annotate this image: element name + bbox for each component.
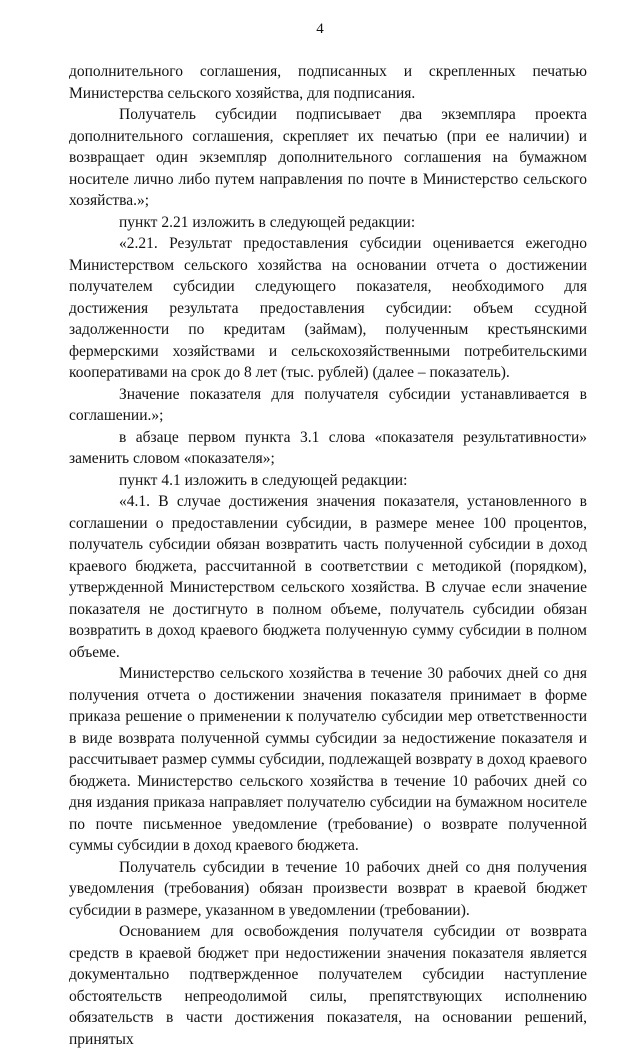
paragraph-11: Основанием для освобождения получателя субсидии от возврата средств в краевой бюджет при недостижении значения показателя является документально подтвержденное получателем субсидии наступление обстоятельств непреодолимой силы, препятствующих исполнению обязательств в части достижения показателя, на основании решений, принятых [69, 923, 587, 1048]
paragraph-2: Получатель субсидии подписывает два экземпляра проекта дополнительного соглашения, скрепляет их печатью (при ее наличии) и возвращает один экземпляр дополнительного соглашения на бумажном носителе лично либо путем направления по почте в Министерство сельского хозяйства.»; [69, 106, 587, 209]
paragraph-9: Министерство сельского хозяйства в течение 30 рабочих дней со дня получения отчета о достижении значения показателя принимает в форме приказа решение о применении к получателю субсидии мер ответственности в виде возврата полученной суммы субсидии за недостижение показателя и рассчитывает размер суммы субсидии, подлежащей возврату в доход краевого бюджета. Министерство сельского хозяйства в течение 10 рабочих дней со дня издания приказа направляет получателю субсидии на бумажном носителе по почте письменное уведомление (требование) о возврате полученной суммы субсидии в доход краевого бюджета. [69, 665, 587, 854]
paragraph-6: в абзаце первом пункта 3.1 слова «показателя результативности» заменить словом «показателя»; [69, 428, 587, 467]
paragraph-3: пункт 2.21 изложить в следующей редакции: [119, 213, 416, 231]
page-number: 4 [316, 21, 324, 37]
paragraph-1: дополнительного соглашения, подписанных и скрепленных печатью Министерства сельского хозяйства, для подписания. [69, 63, 587, 102]
paragraph-8: «4.1. В случае достижения значения показателя, установленного в соглашении о предоставлении субсидии, в размере менее 100 процентов, получатель субсидии обязан возвратить часть полученной субсидии в доход краевого бюджета, рассчитанной в соответствии с методикой (порядком), утвержденной Министерством сельского хозяйства. В случае если значение показателя не достигнуто в полном объеме, получатель субсидии обязан возвратить в доход краевого бюджета полученную сумму субсидии в полном объеме. [69, 493, 587, 661]
document-body [69, 61, 587, 1050]
paragraph-5: Значение показателя для получателя субсидии устанавливается в соглашении.»; [69, 385, 587, 424]
paragraph-4: «2.21. Результат предоставления субсидии оценивается ежегодно Министерством сельского хозяйства на основании отчета о достижении получателем субсидии следующего показателя, необходимого для достижения результата предоставления субсидии: объем ссудной задолженности по кредитам (займам), полученным крестьянскими фермерскими хозяйствами и сельскохозяйственными потребительскими кооперативами на срок до 8 лет (тыс. рублей) (далее – показатель). [69, 235, 587, 381]
paragraph-7: пункт 4.1 изложить в следующей редакции: [119, 471, 408, 489]
paragraph-10: Получатель субсидии в течение 10 рабочих дней со дня получения уведомления (требования) обязан произвести возврат в краевой бюджет субсидии в размере, указанном в уведомлении (требовании). [69, 858, 587, 919]
